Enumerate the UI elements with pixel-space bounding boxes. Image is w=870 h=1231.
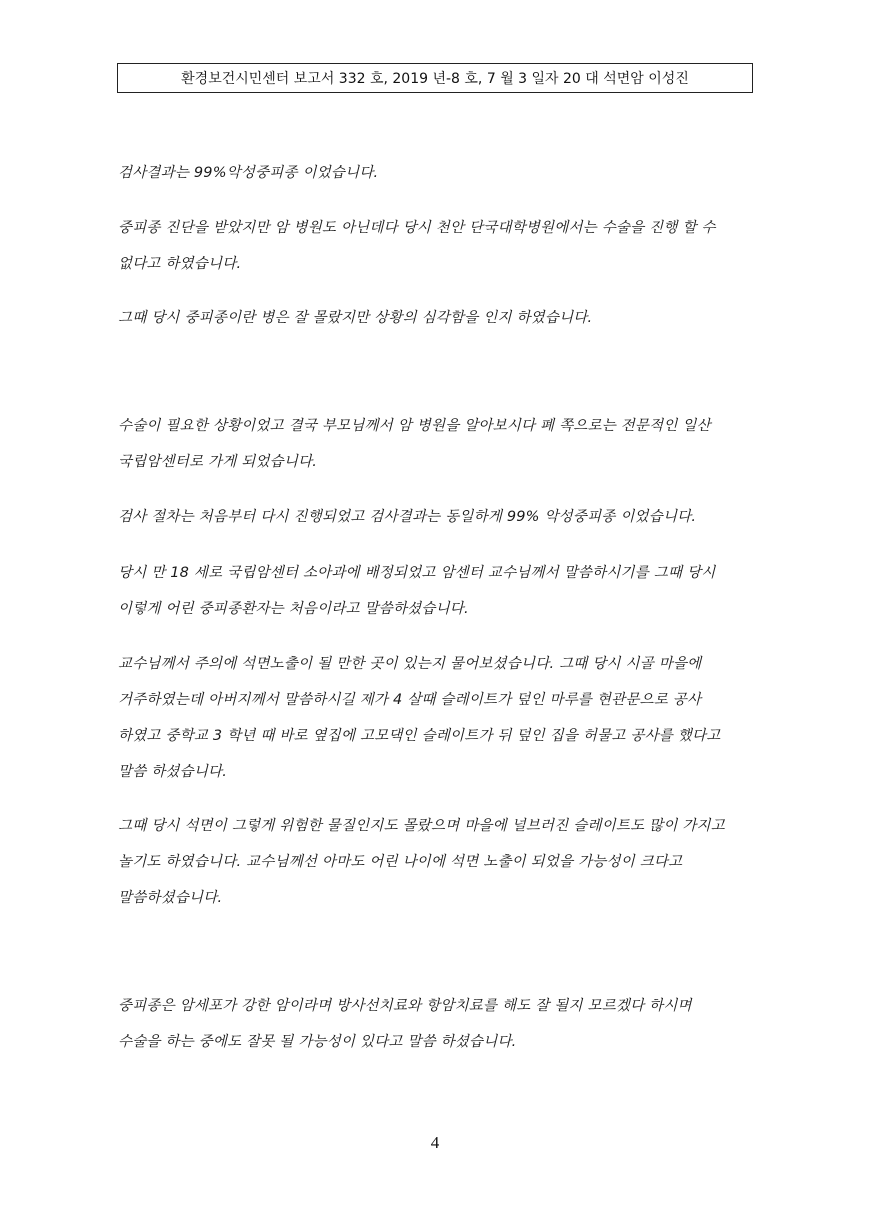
text-line: 당시 만 18 세로 국립암센터 소아과에 배정되었고 암센터 교수님께서 말씀하시기를 그때 당시 [118, 565, 716, 581]
text-line: 거주하였는데 아버지께서 말씀하시길 제가 4 살때 슬레이트가 덮인 마루를 현관문으로 공사 [118, 692, 702, 708]
text-line: 중피종 진단을 받았지만 암 병원도 아닌데다 당시 천안 단국대학병원에서는 수술을 진행 할 수 [118, 220, 716, 236]
text-line: 이렇게 어린 중피종환자는 처음이라고 말씀하셨습니다. [118, 601, 469, 617]
text-line: 검사결과는 99%악성중피종 이었습니다. [118, 165, 379, 181]
text-line: 말씀하셨습니다. [118, 890, 223, 906]
text-line: 하였고 중학교 3 학년 때 바로 옆집에 고모댁인 슬레이트가 뒤 덮인 집을 허물고 공사를 했다고 [118, 728, 721, 744]
page-number: 4 [430, 1133, 440, 1152]
header-title: 환경보건시민센터 보고서 332 호, 2019 년-8 호, 7 월 3 일자 20 대 석면암 이성진 [181, 71, 689, 87]
text-line: 교수님께서 주의에 석면노출이 될 만한 곳이 있는지 물어보셨습니다. 그때 당시 시골 마을에 [118, 656, 702, 672]
text-line: 그때 당시 석면이 그렇게 위험한 물질인지도 몰랐으며 마을에 널브러진 슬레이트도 많이 가지고 [118, 818, 725, 834]
text-line: 국립암센터로 가게 되었습니다. [118, 454, 318, 470]
text-line: 수술을 하는 중에도 잘못 될 가능성이 있다고 말씀 하셨습니다. [118, 1034, 517, 1050]
text-line: 말씀 하셨습니다. [118, 764, 228, 780]
report-header [117, 63, 753, 93]
text-line: 그때 당시 중피종이란 병은 잘 몰랐지만 상황의 심각함을 인지 하였습니다. [118, 310, 593, 326]
text-line: 수술이 필요한 상황이었고 결국 부모님께서 암 병원을 알아보시다 폐 쪽으로는 전문적인 일산 [118, 418, 711, 434]
text-line: 놀기도 하였습니다. 교수님께선 아마도 어린 나이에 석면 노출이 되었을 가능성이 크다고 [118, 854, 683, 870]
text-line: 검사 절차는 처음부터 다시 진행되었고 검사결과는 동일하게 99% 악성중피종 이었습니다. [118, 509, 697, 525]
text-line: 없다고 하였습니다. [118, 256, 242, 272]
text-line: 중피종은 암세포가 강한 암이라며 방사선치료와 항암치료를 해도 잘 될지 모르겠다 하시며 [118, 998, 692, 1014]
